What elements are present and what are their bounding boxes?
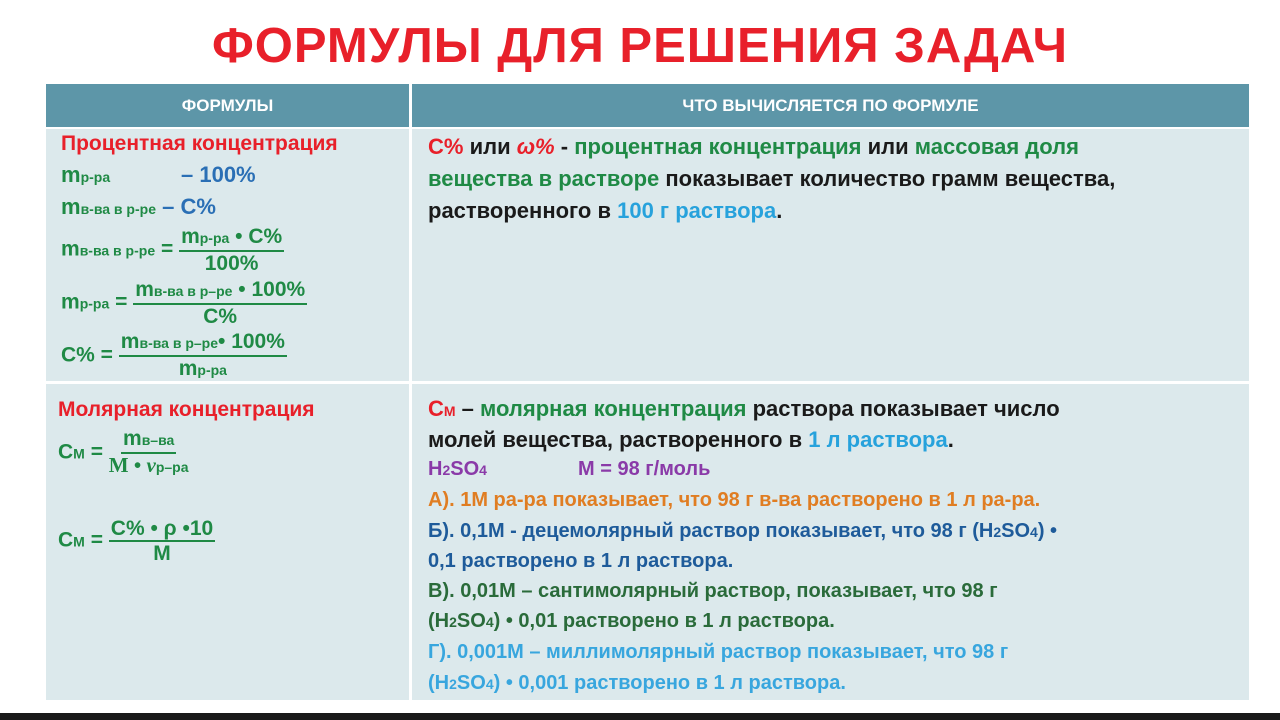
page-title: ФОРМУЛЫ ДЛЯ РЕШЕНИЯ ЗАДАЧ (211, 19, 1069, 73)
row2-desc-b2: 0,1 растворено в 1 л раствора. (428, 550, 734, 572)
ratio-line-2: mв-ва в р-ре – C% (61, 194, 216, 219)
formula-molarity-percent: CM = $\frac{C\% • \rho •10}{M}$ (58, 517, 214, 565)
row2-desc-line2: молей вещества, растворенного в 1 л раствора. (428, 427, 954, 452)
row1-desc-line2: вещества в растворе показывает количество грамм вещества, (428, 166, 1116, 191)
formula-mass-solute: mв-ва в р-ре = $\frac{mр-ра • C\%}{100\%}$ (61, 225, 283, 275)
row2-desc-line1: CM – молярная концентрация раствора показывает число (428, 396, 1060, 421)
header-formulas: ФОРМУЛЫ (46, 84, 409, 127)
ratio-line-1: mр-ра – 100% (61, 162, 256, 187)
formula-molarity-mass: CM = $\frac{mв-ва}{M • vр-ра}$ (58, 427, 189, 477)
percent-concentration-heading: Процентная концентрация (61, 132, 338, 155)
formula-percent: C% = $\frac{\text{mв-ва в р–ре• 100\%}}{mр-ра}$ (61, 330, 285, 380)
row1-desc-line1: C% или ω% - процентная концентрация или массовая доля (428, 134, 1079, 159)
row2-desc-b1: Б). 0,1М - децемолярный раствор показывает, что 98 г (H2SO4) • (428, 520, 1058, 542)
row2-desc-v1: В). 0,01М – сантимолярный раствор, показывает, что 98 г (428, 580, 998, 602)
formula-mass-solution: mр-ра = $\frac{\text{mв-ва в р–ре • 100\%}}{C\%}$ (61, 278, 306, 328)
row1-desc-line3: растворенного в 100 г раствора. (428, 198, 783, 223)
row2-desc-v2: (H2SO4) • 0,01 растворено в 1 л раствора. (428, 610, 835, 632)
row2-desc-g1: Г). 0,001М – миллимолярный раствор показывает, что 98 г (428, 641, 1009, 663)
molar-concentration-heading: Молярная концентрация (58, 398, 315, 421)
row2-desc-g2: (H2SO4) • 0,001 растворено в 1 л раствора. (428, 672, 846, 694)
row2-desc-a: А). 1М ра-ра показывает, что 98 г в-ва растворено в 1 л ра-ра. (428, 489, 1041, 511)
header-description: ЧТО ВЫЧИСЛЯЕТСЯ ПО ФОРМУЛЕ (412, 84, 1249, 127)
bottom-border (0, 713, 1280, 720)
row2-desc-h2so4: H2SO4 M = 98 г/моль (428, 458, 711, 480)
